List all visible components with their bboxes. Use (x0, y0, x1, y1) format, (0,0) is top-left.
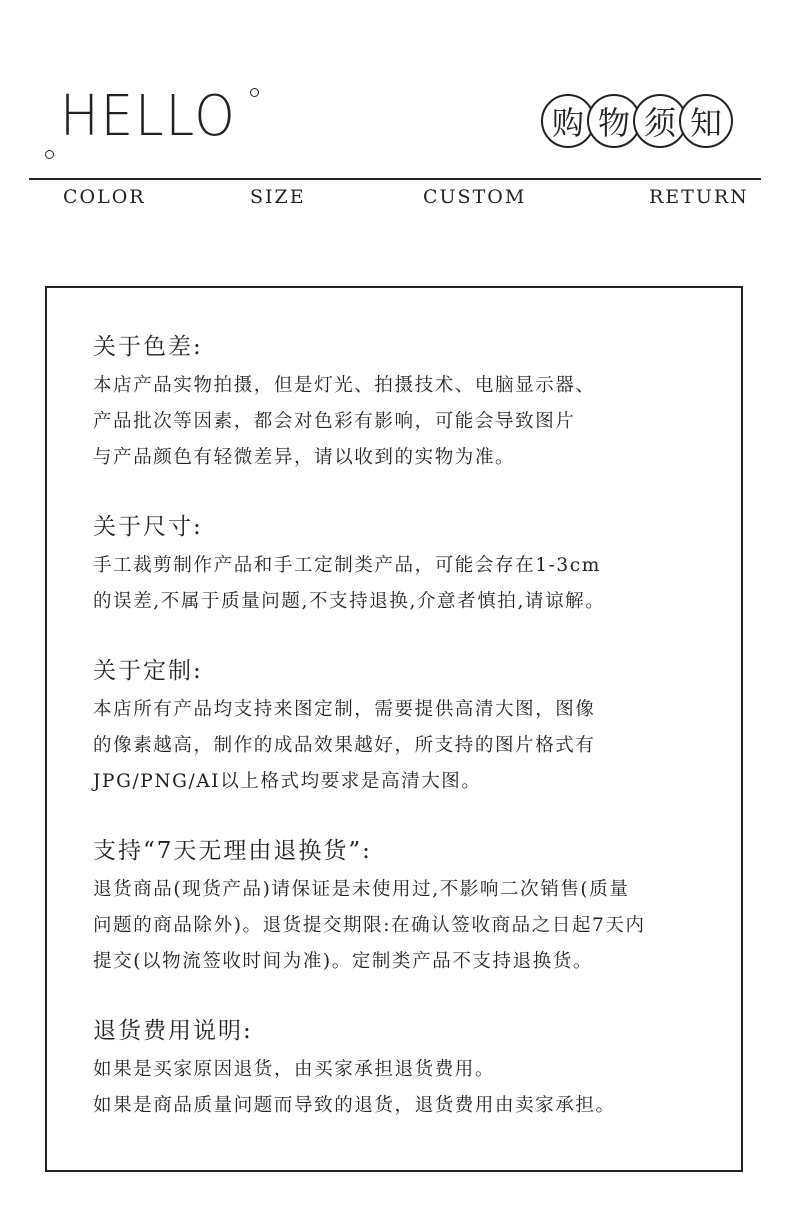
nav-size: SIZE (250, 186, 306, 208)
section-line: 退货商品(现货产品)请保证是未使用过,不影响二次销售(质量 (93, 879, 630, 900)
section-seven-day-return (93, 836, 713, 980)
section-title: 关于色差: (93, 334, 203, 360)
section-title: 关于尺寸: (93, 514, 203, 540)
logo-dot-icon (45, 150, 54, 159)
nav-return: RETURN (649, 186, 749, 208)
section-size (93, 512, 713, 620)
section-line: 本店产品实物拍摄，但是灯光、拍摄技术、电脑显示器、 (93, 375, 596, 396)
section-line: 的误差,不属于质量问题,不支持退换,介意者慎拍,请谅解。 (93, 591, 606, 612)
badge-char: 须 (633, 94, 687, 148)
section-title: 退货费用说明: (93, 1018, 253, 1044)
section-custom (93, 656, 713, 800)
badge-char: 物 (587, 94, 641, 148)
section-line: 产品批次等因素，都会对色彩有影响，可能会导致图片 (93, 411, 576, 432)
badge-char: 知 (679, 94, 733, 148)
section-line: JPG/PNG/AI以上格式均要求是高清大图。 (93, 771, 482, 792)
section-title: 支持“7天无理由退换货”: (93, 838, 372, 864)
section-color-difference (93, 332, 713, 476)
logo-dot-icon (250, 88, 259, 97)
nav-color: COLOR (63, 186, 146, 208)
section-line: 如果是商品质量问题而导致的退货，退货费用由卖家承担。 (93, 1095, 616, 1116)
section-line: 本店所有产品均支持来图定制，需要提供高清大图，图像 (93, 699, 596, 720)
badge-char: 购 (541, 94, 595, 148)
section-title: 关于定制: (93, 658, 203, 684)
section-line: 手工裁剪制作产品和手工定制类产品，可能会存在1-3cm (93, 555, 601, 576)
section-line: 提交(以物流签收时间为准)。定制类产品不支持退换货。 (93, 951, 594, 972)
header-divider (29, 178, 761, 180)
section-return-fee (93, 1016, 713, 1124)
hello-logo (42, 85, 272, 165)
section-line: 与产品颜色有轻微差异，请以收到的实物为准。 (93, 447, 516, 468)
section-line: 问题的商品除外)。退货提交期限:在确认签收商品之日起7天内 (93, 915, 646, 936)
logo-text: HELLO (60, 84, 237, 149)
shopping-notice-badge (541, 94, 733, 150)
nav-custom: CUSTOM (423, 186, 527, 208)
section-line: 如果是买家原因退货，由买家承担退货费用。 (93, 1059, 496, 1080)
section-line: 的像素越高，制作的成品效果越好，所支持的图片格式有 (93, 735, 596, 756)
